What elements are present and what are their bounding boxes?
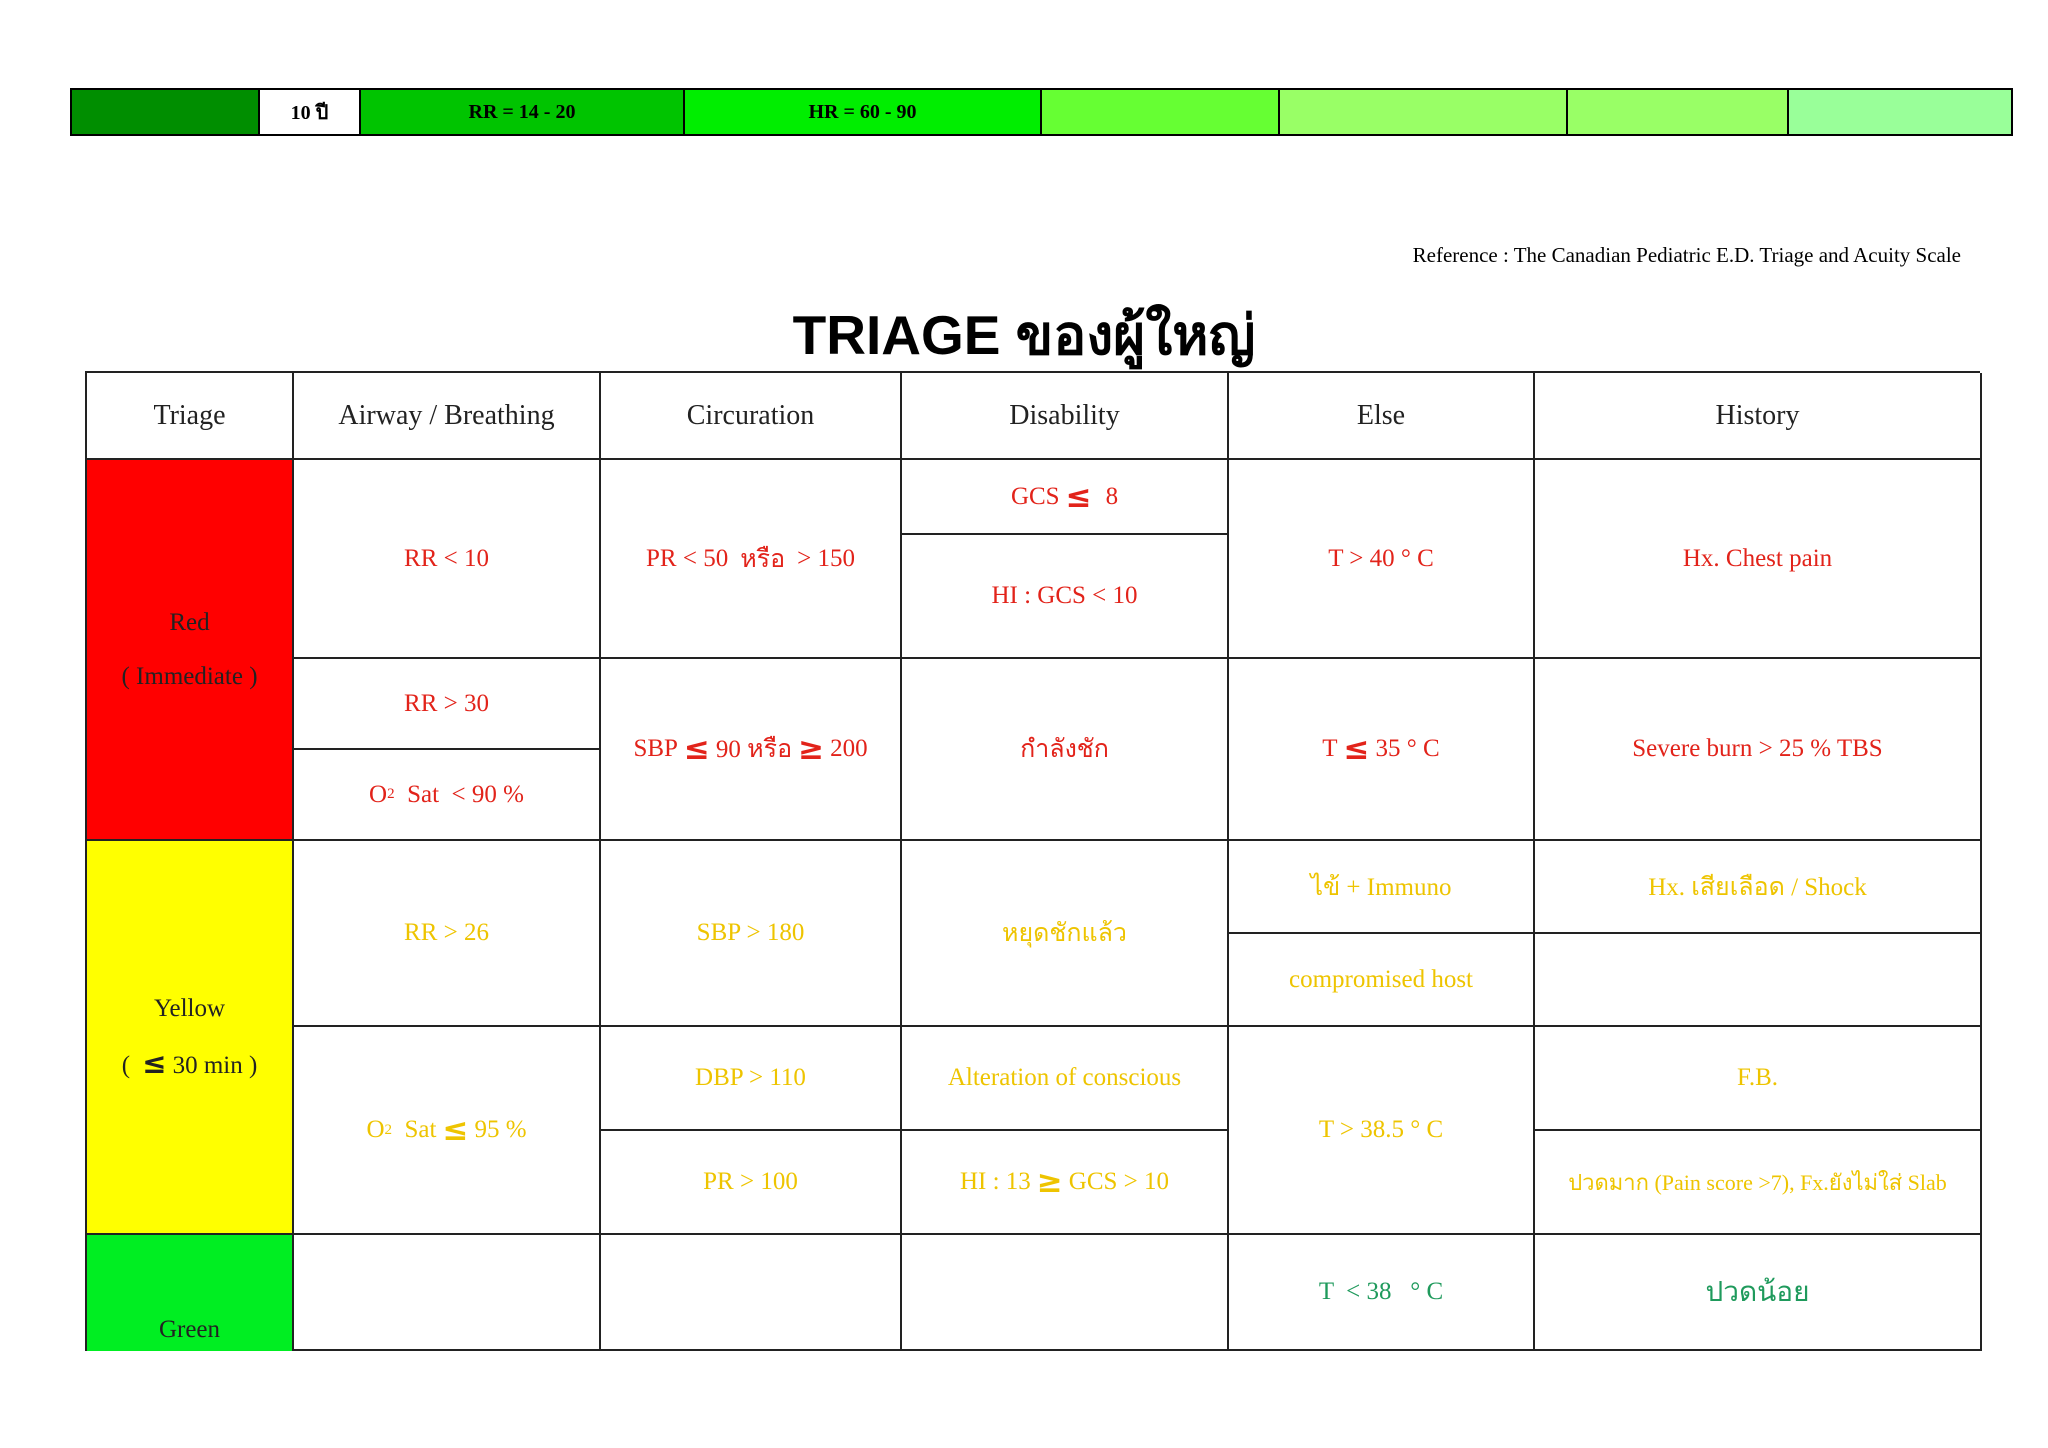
empty-cell (902, 1235, 1229, 1351)
header-circulation: Circuration (601, 373, 902, 460)
page-title: TRIAGE ของผู้ใหญ่ (792, 304, 1256, 366)
strip-segment (1280, 90, 1568, 134)
strip-age-label: 10 ปี (260, 90, 361, 134)
less-equal-symbol: ≤ (1343, 731, 1370, 767)
header-disability: Disability (902, 373, 1229, 460)
strip-segment (72, 90, 260, 134)
red-o2-value: Sat < 90 % (394, 780, 524, 808)
yellow-dbp: DBP > 110 (601, 1027, 902, 1131)
empty-cell (294, 1235, 601, 1351)
empty-cell (601, 1235, 902, 1351)
o2-subscript: 2 (384, 1121, 393, 1138)
red-rr-high: RR > 30 (294, 659, 601, 750)
red-pr-left: PR < 50 (646, 544, 729, 572)
red-pr-right: > 150 (797, 544, 855, 572)
empty-cell (1535, 934, 1982, 1027)
less-equal-symbol: ≤ (683, 731, 710, 767)
red-severe-burn: Severe burn > 25 % TBS (1535, 659, 1982, 841)
sat-label: Sat (392, 1116, 437, 1143)
level-red-name: Red (169, 608, 210, 636)
red-seizure: กำลังชัก (902, 659, 1229, 841)
triage-table (85, 371, 1980, 1351)
yellow-foreign-body: F.B. (1535, 1027, 1982, 1131)
yellow-alteration-conscious: Alteration of conscious (902, 1027, 1229, 1131)
yellow-hx-bleeding: Hx. เสียเลือด / Shock (1535, 841, 1982, 934)
red-o2-sat (294, 750, 601, 841)
red-pulse-rate (601, 460, 902, 659)
greater-equal-symbol: ≥ (1036, 1164, 1063, 1200)
level-yellow-time: 30 min ) (172, 1051, 258, 1079)
level-red-sub: ( Immediate ) (121, 662, 258, 690)
yellow-pulse-rate: PR > 100 (601, 1131, 902, 1235)
yellow-hi-gcs (902, 1131, 1229, 1235)
red-temp-low (1229, 659, 1535, 841)
red-gcs-label: GCS (1010, 482, 1060, 510)
yellow-sbp: SBP > 180 (601, 841, 902, 1027)
red-temp-low-value: 35 ° C (1375, 735, 1440, 762)
green-mild-pain: ปวดน้อย (1535, 1235, 1982, 1351)
less-equal-symbol: ≤ (442, 1112, 469, 1148)
red-hx-chest-pain: Hx. Chest pain (1535, 460, 1982, 659)
header-triage: Triage (87, 373, 294, 460)
red-temp-low-label: T (1322, 735, 1338, 762)
green-temp: T < 38 ° C (1229, 1235, 1535, 1351)
strip-rr-range: RR = 14 - 20 (361, 90, 685, 134)
level-yellow-name: Yellow (153, 994, 226, 1022)
o2-letter: O (369, 780, 388, 808)
less-equal-symbol: ≤ (142, 1045, 167, 1080)
o2-subscript: 2 (387, 786, 395, 802)
yellow-hi-left: HI : 13 (959, 1168, 1031, 1195)
red-sbp-value: 200 (830, 735, 868, 762)
strip-hr-range: HR = 60 - 90 (685, 90, 1042, 134)
red-rr-low: RR < 10 (294, 460, 601, 659)
yellow-fever-immuno: ไข้ + Immuno (1229, 841, 1535, 934)
level-green (87, 1235, 294, 1351)
red-sbp (601, 659, 902, 841)
yellow-o2-sat (294, 1027, 601, 1235)
yellow-compromised-host: compromised host (1229, 934, 1535, 1027)
red-gcs (902, 460, 1229, 535)
red-gcs-value: 8 (1105, 482, 1119, 510)
red-hi-gcs: HI : GCS < 10 (902, 535, 1229, 659)
level-green-name: Green (158, 1316, 221, 1343)
greater-equal-symbol: ≥ (798, 731, 825, 767)
reference-note: Reference : The Canadian Pediatric E.D. Triage and Acuity Scale (1412, 243, 1961, 267)
yellow-temp: T > 38.5 ° C (1229, 1027, 1535, 1235)
age-vitals-strip (70, 88, 2013, 136)
red-temp-high: T > 40 ° C (1229, 460, 1535, 659)
header-airway: Airway / Breathing (294, 373, 601, 460)
red-sbp-mid: 90 หรือ (715, 736, 793, 763)
header-else: Else (1229, 373, 1535, 460)
red-sbp-label: SBP (633, 735, 678, 762)
o2-letter: O (366, 1116, 385, 1143)
yellow-rr: RR > 26 (294, 841, 601, 1027)
strip-segment (1789, 90, 2011, 134)
yellow-seizure-stopped: หยุดชักแล้ว (902, 841, 1229, 1027)
paren-open: ( (121, 1051, 131, 1079)
level-yellow (87, 841, 294, 1235)
level-yellow-sub (122, 1036, 258, 1093)
yellow-o2-value: 95 % (474, 1116, 527, 1143)
less-equal-symbol: ≤ (1065, 478, 1092, 515)
red-pr-or: หรือ (740, 545, 786, 573)
strip-segment (1042, 90, 1280, 134)
level-red (87, 460, 294, 841)
header-history: History (1535, 373, 1982, 460)
yellow-severe-pain: ปวดมาก (Pain score >7), Fx.ยังไม่ใส่ Slab (1535, 1131, 1982, 1235)
yellow-hi-right: GCS > 10 (1068, 1168, 1170, 1195)
strip-segment (1568, 90, 1789, 134)
